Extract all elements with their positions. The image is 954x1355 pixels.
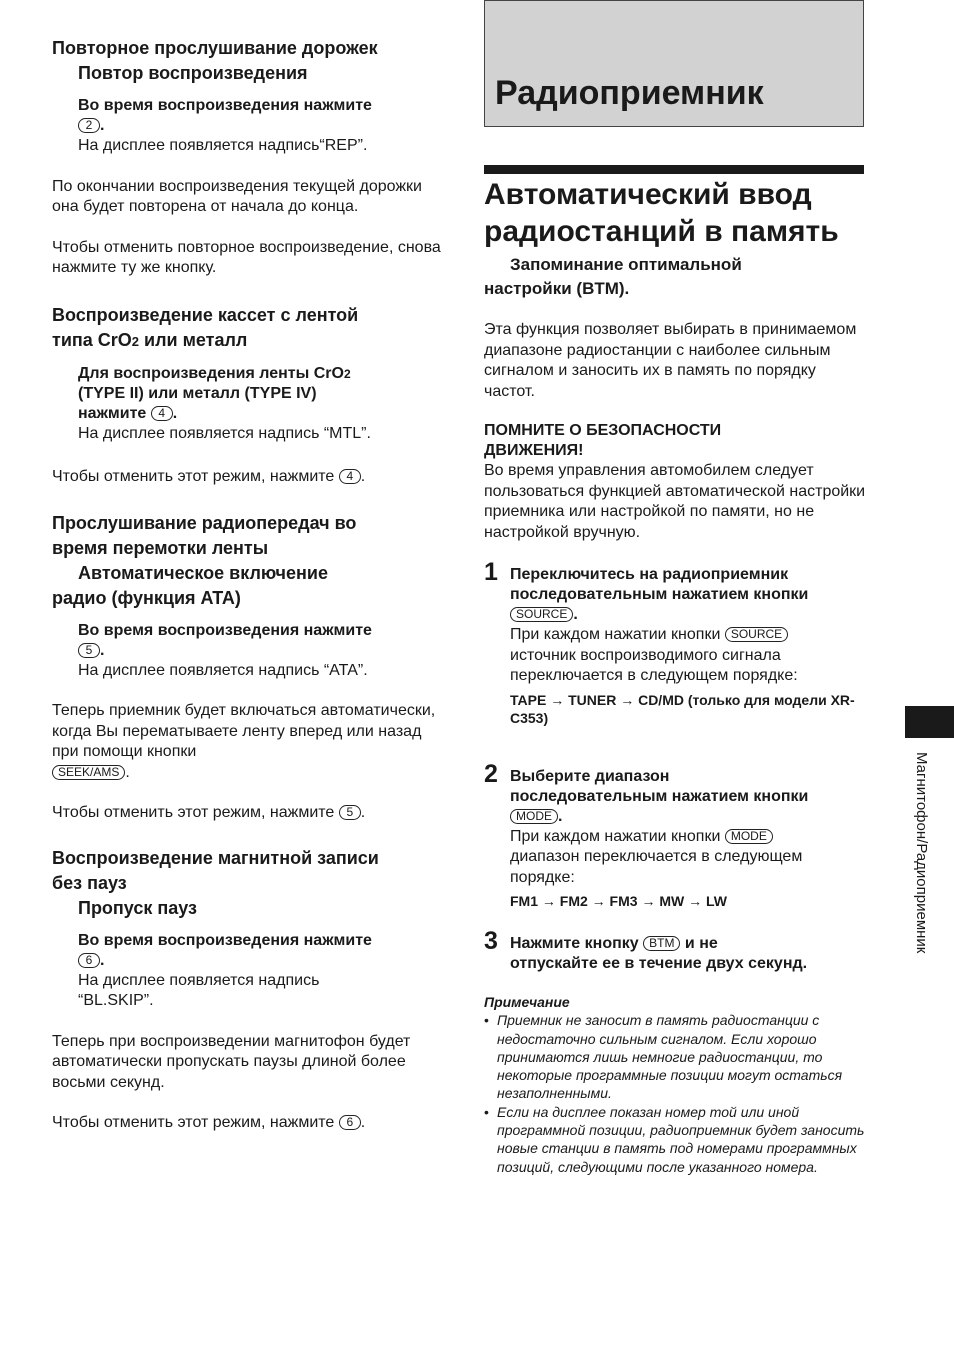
cancel-text: Чтобы отменить этот режим, нажмите 6 . (52, 1114, 366, 1131)
bullet-icon: • (484, 1012, 489, 1029)
cancel-text: Чтобы отменить этот режим, нажмите 5 . (52, 804, 366, 821)
instruction: Во время воспроизведения нажмите (78, 931, 372, 949)
section-title: Воспроизведение кассет с лентой типа CrO2 или металл (52, 304, 359, 350)
step-sequence: FM1 → FM2 → FM3 → MW → LW (510, 893, 727, 909)
section-cro2-metal (52, 303, 442, 488)
step-number: 2 (484, 759, 498, 788)
side-label: Магнитофон/Радиоприемник (913, 752, 930, 954)
step-1 (484, 558, 868, 727)
side-tab (905, 706, 954, 738)
source-button-icon: SOURCE (725, 627, 788, 642)
chapter-title: Радиоприемник (495, 74, 764, 112)
section-subtitle: Пропуск пауз (78, 897, 197, 918)
section-title: Прослушивание радиопередач во время перемотки ленты (52, 512, 357, 558)
note-text: Приемник не заносит в память радиостанции с недостаточно сильным сигналом. Если хорошо принимаются лишь немногие радиостанции, то некоторые программные позиции могут остаться незаполненными. (497, 1012, 843, 1102)
instruction-button-line: 2 . (78, 116, 442, 136)
chapter-title-box (484, 0, 864, 127)
cancel-text: Чтобы отменить этот режим, нажмите 4 . (52, 468, 366, 485)
step-text: При каждом нажатии кнопки MODE диапазон переключается в следующем порядке: (510, 827, 803, 886)
step-instruction: Нажмите кнопку BTM и не отпускайте ее в течение двух секунд. (510, 935, 808, 972)
step-number: 1 (484, 558, 498, 586)
instruction: Во время воспроизведения нажмите (78, 621, 372, 639)
paragraph: Чтобы отменить повторное воспроизведение, снова нажмите ту же кнопку. (52, 238, 441, 276)
note-text: Если на дисплее показан номер той или иной программной позиции, радиоприемник будет заносить новые станции в память под номерами программных позиций, следующими после указанного номера. (497, 1103, 865, 1175)
display-result: На дисплее появляется надпись “ATA”. (78, 661, 368, 679)
button-5-icon: 5 (78, 643, 100, 658)
button-4-icon: 4 (339, 469, 361, 484)
step-text: При каждом нажатии кнопки SOURCE источник воспроизводимого сигнала переключается в следующем порядке: (510, 626, 798, 684)
notes (484, 993, 868, 1176)
step-number: 3 (484, 927, 498, 955)
intro-paragraph: Эта функция позволяет выбирать в принимаемом диапазоне радиостанции с наиболее сильным сигналом и заносить их в память по порядку частот. (484, 321, 857, 400)
section-heading: Автоматический ввод радиостанций в память (484, 178, 839, 248)
section-title: Повторное прослушивание дорожек (52, 38, 378, 58)
display-result: На дисплее появляется надпись “BL.SKIP”. (78, 971, 320, 1009)
subheading: Запоминание оптимальной настройки (BTM). (484, 255, 742, 298)
section-subtitle: Повтор воспроизведения (78, 63, 308, 83)
right-column (484, 253, 868, 1176)
seek-ams-button-icon: SEEK/AMS (52, 765, 125, 780)
button-2-icon: 2 (78, 118, 100, 133)
safety-text: Во время управления автомобилем следует пользоваться функцией автоматической настройки приемника или настройкой по памяти, но не настройкой вручную. (484, 462, 866, 541)
safety-title: ПОМНИТЕ О БЕЗОПАСНОСТИ ДВИЖЕНИЯ! (484, 422, 722, 459)
paragraph: По окончании воспроизведения текущей дорожки она будет повторена от начала до конца. (52, 177, 422, 215)
paragraph: Теперь при воспроизведении магнитофон будет автоматически пропускать паузы длиной более восьми секунд. (52, 1032, 411, 1091)
instruction-button-line: 5 . (78, 641, 442, 661)
section-repeat (52, 36, 442, 279)
section-blank-skip (52, 846, 442, 1134)
step-instruction: Переключитесь на радиоприемник последовательным нажатием кнопки SOURCE . (510, 566, 809, 623)
left-column (52, 36, 442, 1134)
btm-button-icon: BTM (643, 936, 680, 951)
step-3 (484, 927, 868, 974)
display-result: На дисплее появляется надпись “MTL”. (78, 424, 371, 442)
button-5-icon: 5 (339, 805, 361, 820)
section-title: Воспроизведение магнитной записи без пауз (52, 847, 379, 893)
mode-button-icon: MODE (725, 829, 773, 844)
instruction-button-line: 6 . (78, 951, 442, 971)
heading-rule (484, 165, 864, 174)
instruction: Во время воспроизведения нажмите (78, 97, 372, 114)
button-6-icon: 6 (339, 1115, 361, 1130)
button-4-icon: 4 (151, 406, 173, 421)
step-instruction: Выберите диапазон последовательным нажатием кнопки MODE . (510, 767, 809, 825)
note-item (484, 1103, 868, 1176)
button-6-icon: 6 (78, 953, 100, 968)
step-2 (484, 759, 868, 911)
source-button-icon: SOURCE (510, 607, 573, 622)
section-subtitle: Автоматическое включение радио (функция ATA) (52, 562, 328, 608)
note-item (484, 1011, 868, 1102)
mode-button-icon: MODE (510, 809, 558, 824)
step-sequence: TAPE → TUNER → CD/MD (только для модели XR-C353) (510, 691, 855, 726)
paragraph: Теперь приемник будет включаться автоматически, когда Вы перематываете ленту вперед или назад при помощи кнопки SEEK/AMS . (52, 702, 436, 781)
display-result: На дисплее появляется надпись“REP”. (78, 137, 368, 154)
section-ata (52, 511, 442, 824)
note-title: Примечание (484, 994, 570, 1010)
bullet-icon: • (484, 1103, 489, 1120)
instruction: Для воспроизведения ленты CrO2 (TYPE II) или металл (TYPE IV) нажмите 4 . (78, 364, 351, 422)
